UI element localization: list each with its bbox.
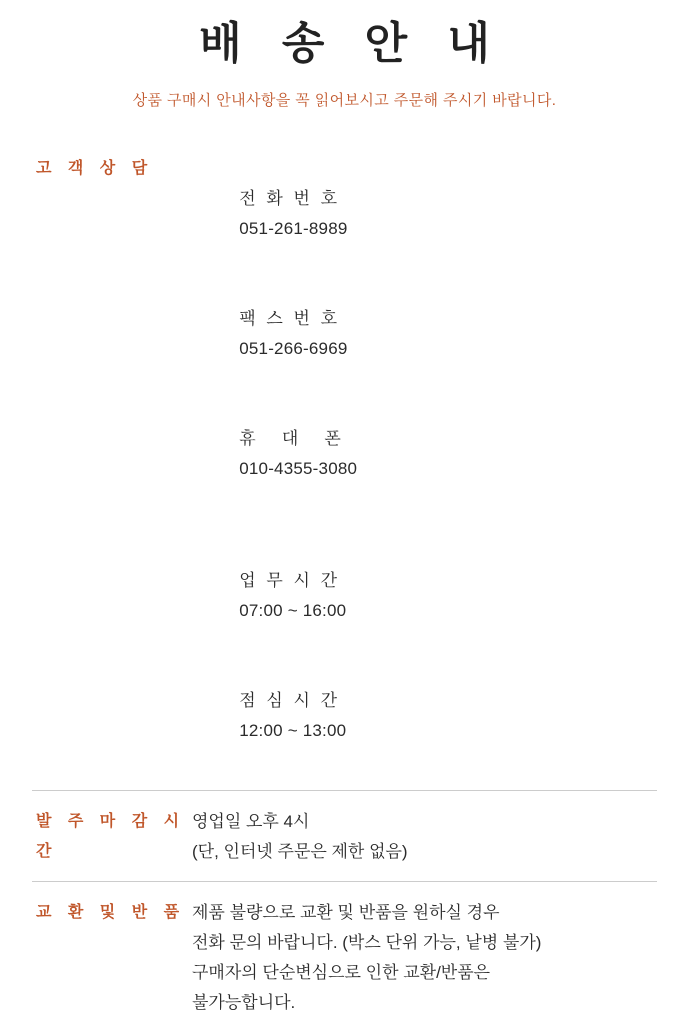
section-exchange-return	[32, 881, 657, 1032]
info-row: 전화 문의 바랍니다. (박스 단위 가능, 낱병 불가)	[192, 932, 542, 952]
section-label: 발 주 마 감 시 간	[36, 812, 186, 860]
section-customer-support	[32, 146, 657, 790]
page-subtitle: 상품 구매시 안내사항을 꼭 읽어보시고 주문해 주시기 바랍니다.	[132, 91, 557, 109]
page-title: 배 송 안 내	[199, 19, 504, 68]
section-label: 고 객 상 담	[36, 159, 154, 177]
section-label: 교 환 및 반 품	[36, 903, 186, 921]
info-value: 051-266-6969	[239, 338, 348, 358]
sections-container	[0, 146, 689, 1032]
info-key: 팩 스 번 호	[239, 308, 341, 328]
info-key: 휴 대 폰	[239, 428, 344, 448]
info-row	[192, 656, 657, 776]
info-row	[192, 394, 657, 514]
info-value: 010-4355-3080	[239, 458, 358, 478]
info-key: 점 심 시 간	[239, 690, 341, 710]
section-order-cutoff	[32, 790, 657, 881]
section-content	[192, 807, 657, 867]
row-spacer	[192, 514, 657, 536]
info-row: (단, 인터넷 주문은 제한 없음)	[192, 841, 408, 861]
info-row: 불가능합니다.	[192, 992, 296, 1012]
info-value: 12:00 ~ 13:00	[239, 720, 347, 740]
info-key: 전 화 번 호	[239, 188, 341, 208]
info-value: 051-261-8989	[239, 218, 348, 238]
info-row: 구매자의 단순변심으로 인한 교환/반품은	[192, 962, 491, 982]
section-content	[192, 154, 657, 776]
info-row	[192, 154, 657, 274]
info-row: 제품 불량으로 교환 및 반품을 원하실 경우	[192, 902, 500, 922]
section-content	[192, 898, 657, 1018]
info-row	[192, 274, 657, 394]
info-key: 업 무 시 간	[239, 570, 341, 590]
info-row: 영업일 오후 4시	[192, 811, 310, 831]
info-value: 07:00 ~ 16:00	[239, 600, 347, 620]
